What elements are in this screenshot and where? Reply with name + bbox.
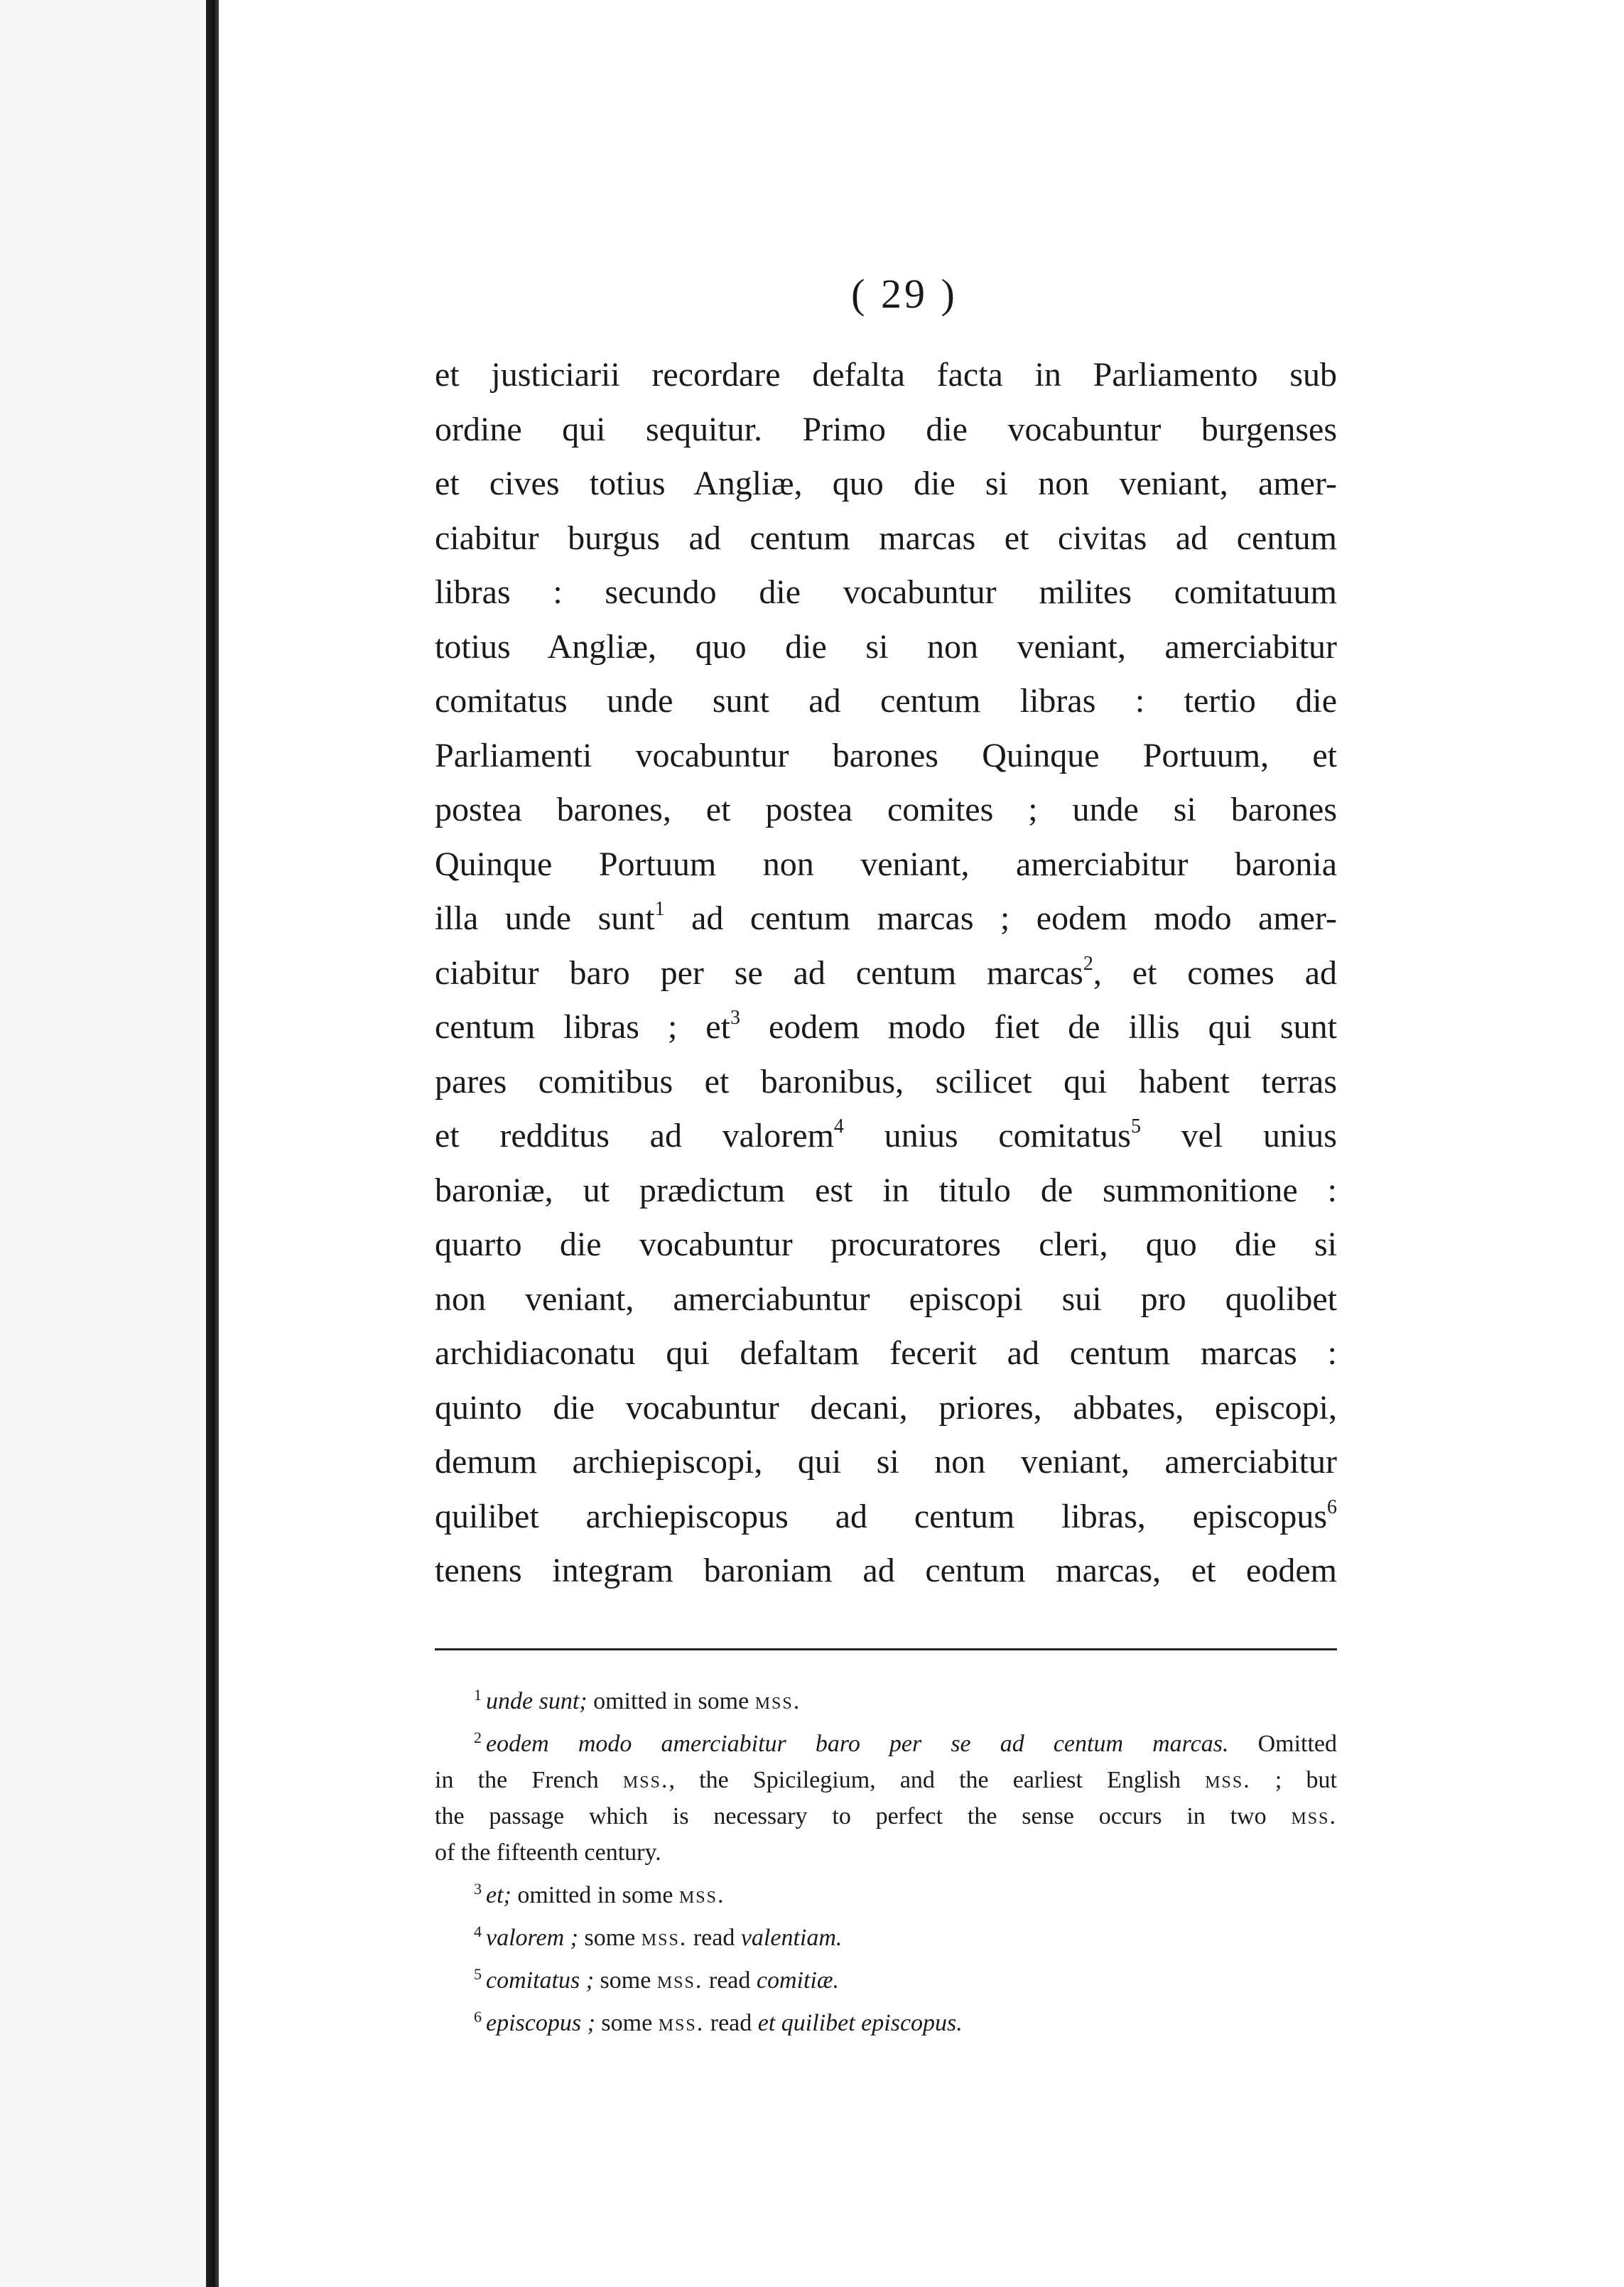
text-line: [435, 892, 1337, 946]
text-line: totius Angliæ, quo die si non veniant, amerciabitur: [435, 627, 1337, 666]
footnote-ref: 1: [654, 898, 665, 920]
text-line: baroniæ, ut prædictum est in titulo de summonitione :: [435, 1171, 1337, 1209]
text-line: [435, 946, 1337, 1001]
text-line: ordine qui sequitur. Primo die vocabuntur burgenses: [435, 410, 1337, 448]
footnote-ref: 2: [1083, 952, 1093, 975]
footnote-5: $^5$ comitatus ; some mss. read comitiæ.: [474, 1965, 840, 1994]
footnote-2-line: of the fifteenth century.: [435, 1839, 661, 1866]
text-line: quinto die vocabuntur decani, priores, abbates, episcopi,: [435, 1388, 1337, 1427]
footnote-4: $^4$ valorem ; some mss. read valentiam.: [474, 1923, 843, 1951]
text-line: ciabitur burgus ad centum marcas et civitas ad centum: [435, 519, 1337, 557]
text-line: Quinque Portuum non veniant, amerciabitur baronia: [435, 845, 1337, 883]
text-segment: ad centum marcas ; eodem modo amer-: [664, 899, 1337, 937]
text-line: et cives totius Angliæ, quo die si non veniant, amer-: [435, 465, 1337, 502]
footnote-ref: 4: [833, 1115, 844, 1137]
text-segment: eodem modo fiet de illis qui sunt: [740, 1008, 1337, 1046]
left-margin: [0, 0, 212, 2287]
text-segment: unius comitatus: [843, 1117, 1131, 1155]
text-line: non veniant, amerciabuntur episcopi sui pro quolibet: [435, 1280, 1337, 1318]
text-line: comitatus unde sunt ad centum libras : tertio die: [435, 682, 1337, 720]
footnote-ref: 6: [1327, 1496, 1337, 1518]
footnote-ref: 3: [730, 1007, 740, 1029]
footnote-1: $^1$ unde sunt; omitted in some mss.: [474, 1686, 801, 1714]
footnote-6: $^6$ episcopus ; some mss. read et quilibet episcopus.: [474, 2008, 963, 2036]
text-line: tenens integram baroniam ad centum marcas, et eodem: [435, 1552, 1337, 1589]
text-segment: quilibet archiepiscopus ad centum libras, episcopus: [435, 1497, 1327, 1535]
text-line: [435, 1000, 1337, 1055]
text-segment: , et comes ad: [1093, 953, 1337, 992]
text-segment: ciabitur baro per se ad centum marcas: [435, 953, 1083, 992]
footnote-2: $^2$ eodem modo amerciabitur baro per se ad centum marcas. Omitted: [474, 1729, 1337, 1757]
text-segment: et redditus ad valorem: [435, 1117, 834, 1155]
text-line: libras : secundo die vocabuntur milites comitatuum: [435, 573, 1337, 611]
text-segment: illa unde sunt: [435, 899, 655, 937]
text-line: [435, 1490, 1337, 1545]
footnote-ref: 5: [1130, 1115, 1141, 1137]
text-line: postea barones, et postea comites ; unde si barones: [435, 791, 1337, 828]
binding-edge: [206, 0, 219, 2287]
text-line: quarto die vocabuntur procuratores cleri, quo die si: [435, 1226, 1337, 1263]
text-line: archidiaconatu qui defaltam fecerit ad centum marcas :: [435, 1334, 1337, 1372]
text-line: Parliamenti vocabuntur barones Quinque Portuum, et: [435, 736, 1337, 774]
main-text: [435, 348, 1337, 1599]
footnote-3: $^3$ et; omitted in some mss.: [474, 1880, 725, 1908]
footnote-2-line: in the French mss., the Spicilegium, and the earliest English mss. ; but: [435, 1767, 1337, 1793]
text-line: et justiciarii recordare defalta facta in Parliamento sub: [435, 356, 1337, 394]
footnote-divider: [435, 1648, 1337, 1650]
page-number: ( 29 ): [851, 271, 958, 317]
text-line: demum archiepiscopi, qui si non veniant, amerciabitur: [435, 1443, 1337, 1481]
footnote-2-line: the passage which is necessary to perfect the sense occurs in two mss.: [435, 1803, 1337, 1829]
text-line: pares comitibus et baronibus, scilicet qui habent terras: [435, 1062, 1337, 1101]
text-segment: vel unius: [1140, 1117, 1337, 1155]
text-segment: centum libras ; et: [435, 1008, 730, 1046]
footnotes: [435, 1677, 1337, 2041]
text-line: [435, 1109, 1337, 1164]
